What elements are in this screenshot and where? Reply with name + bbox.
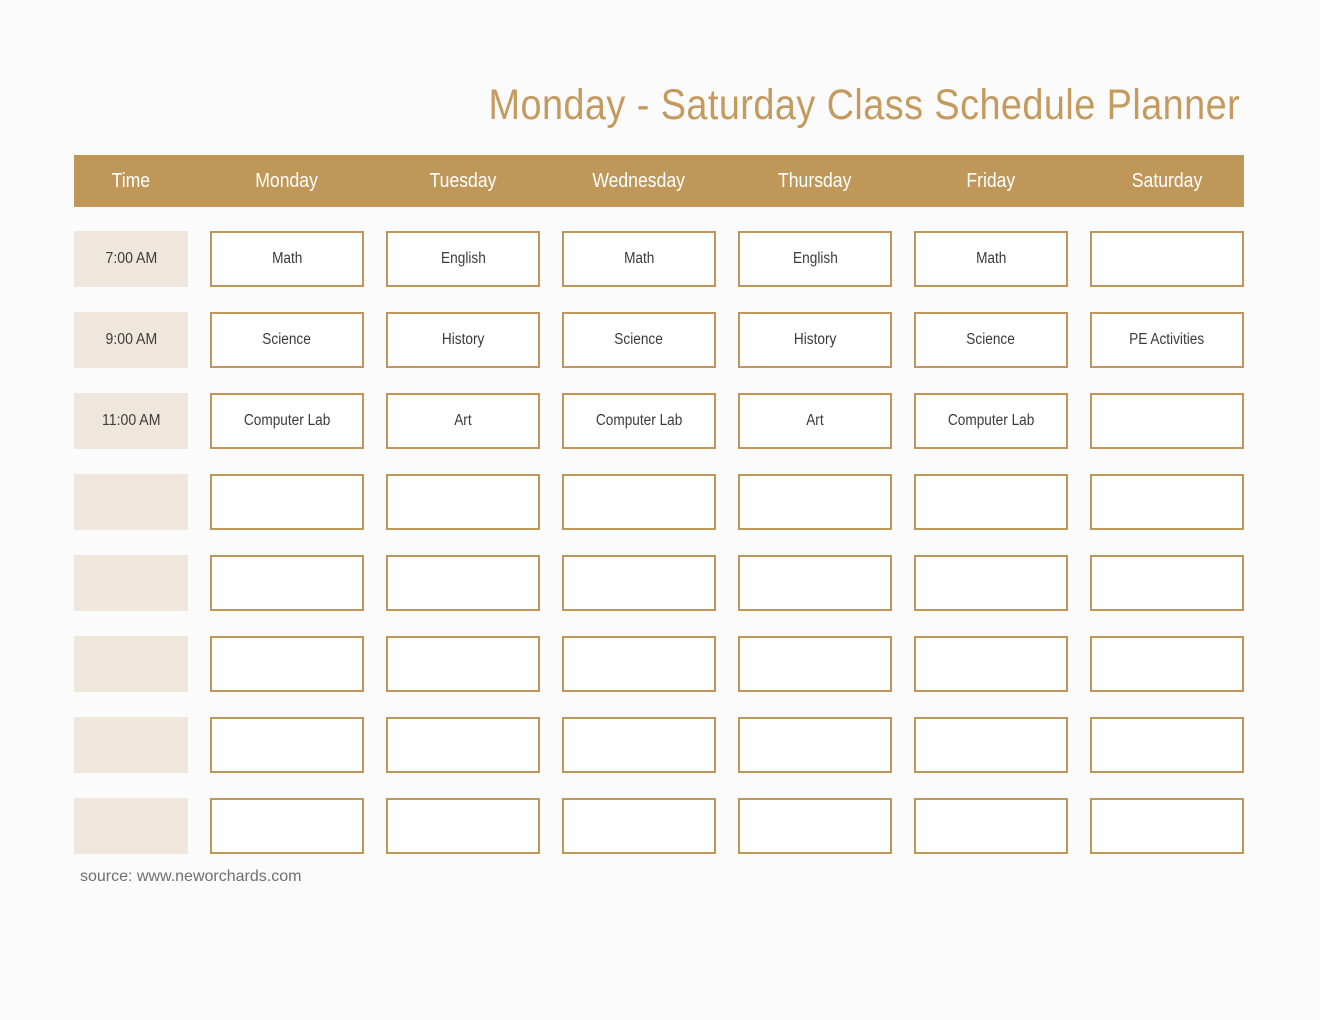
subject-cell bbox=[210, 474, 364, 530]
subject-cell bbox=[386, 231, 540, 287]
time-cell bbox=[74, 393, 188, 449]
subject-label: Science bbox=[262, 331, 312, 348]
table-row bbox=[74, 555, 1244, 611]
subject-cell bbox=[914, 231, 1068, 287]
subject-cell bbox=[386, 312, 540, 368]
subject-cell bbox=[738, 555, 892, 611]
column-header-monday: Monday bbox=[255, 170, 319, 192]
table-row bbox=[74, 312, 1244, 368]
time-cell bbox=[74, 717, 188, 773]
table-row bbox=[74, 636, 1244, 692]
planner-content bbox=[74, 0, 1244, 886]
source-text: source: www.neworchards.com bbox=[80, 868, 302, 885]
time-cell bbox=[74, 798, 188, 854]
subject-cell bbox=[1090, 393, 1244, 449]
table-row bbox=[74, 231, 1244, 287]
subject-cell bbox=[738, 474, 892, 530]
table-header-row bbox=[74, 155, 1244, 207]
subject-cell bbox=[914, 798, 1068, 854]
subject-cell bbox=[1090, 636, 1244, 692]
subject-cell bbox=[1090, 474, 1244, 530]
subject-cell bbox=[386, 717, 540, 773]
subject-label: Art bbox=[806, 412, 824, 429]
subject-cell bbox=[562, 231, 716, 287]
column-header-tuesday: Tuesday bbox=[429, 170, 497, 192]
table-row bbox=[74, 474, 1244, 530]
subject-cell bbox=[738, 636, 892, 692]
subject-cell bbox=[914, 636, 1068, 692]
subject-cell bbox=[1090, 231, 1244, 287]
time-cell bbox=[74, 474, 188, 530]
subject-label: Science bbox=[614, 331, 664, 348]
subject-cell bbox=[562, 393, 716, 449]
column-header-saturday: Saturday bbox=[1131, 170, 1203, 192]
subject-cell bbox=[386, 636, 540, 692]
subject-cell bbox=[914, 717, 1068, 773]
subject-label: Math bbox=[975, 250, 1007, 267]
subject-cell bbox=[562, 312, 716, 368]
subject-cell bbox=[914, 474, 1068, 530]
table-row bbox=[74, 717, 1244, 773]
subject-cell bbox=[738, 717, 892, 773]
subject-cell bbox=[1090, 555, 1244, 611]
column-header-thursday: Thursday bbox=[778, 170, 852, 192]
time-cell bbox=[74, 555, 188, 611]
subject-cell bbox=[562, 717, 716, 773]
subject-label: Computer Lab bbox=[595, 412, 683, 429]
time-label: 7:00 AM bbox=[105, 250, 157, 267]
page-title bbox=[386, 81, 1240, 130]
subject-cell bbox=[562, 636, 716, 692]
subject-cell bbox=[210, 393, 364, 449]
subject-cell bbox=[210, 555, 364, 611]
subject-label: Computer Lab bbox=[947, 412, 1035, 429]
subject-cell bbox=[1090, 798, 1244, 854]
subject-cell bbox=[1090, 312, 1244, 368]
time-label: 9:00 AM bbox=[105, 331, 157, 348]
table-row bbox=[74, 798, 1244, 854]
subject-cell bbox=[738, 798, 892, 854]
time-cell bbox=[74, 231, 188, 287]
subject-cell bbox=[386, 798, 540, 854]
table-row bbox=[74, 393, 1244, 449]
subject-cell bbox=[562, 798, 716, 854]
time-cell bbox=[74, 636, 188, 692]
subject-label: Math bbox=[271, 250, 303, 267]
subject-cell bbox=[914, 312, 1068, 368]
subject-cell bbox=[210, 717, 364, 773]
subject-cell bbox=[738, 312, 892, 368]
subject-cell bbox=[210, 231, 364, 287]
subject-cell bbox=[562, 555, 716, 611]
subject-cell bbox=[914, 393, 1068, 449]
column-header-time: Time bbox=[111, 170, 151, 192]
subject-label: PE Activities bbox=[1129, 331, 1205, 348]
subject-cell bbox=[562, 474, 716, 530]
column-header-friday: Friday bbox=[966, 170, 1016, 192]
subject-cell bbox=[210, 312, 364, 368]
subject-cell bbox=[914, 555, 1068, 611]
subject-label: English bbox=[792, 250, 838, 267]
subject-cell bbox=[386, 393, 540, 449]
source-attribution bbox=[74, 868, 1244, 886]
time-label: 11:00 AM bbox=[101, 412, 161, 429]
subject-cell bbox=[386, 555, 540, 611]
subject-label: Art bbox=[454, 412, 472, 429]
subject-label: History bbox=[793, 331, 837, 348]
subject-cell bbox=[1090, 717, 1244, 773]
subject-label: Science bbox=[966, 331, 1016, 348]
subject-cell bbox=[210, 636, 364, 692]
subject-label: Computer Lab bbox=[243, 412, 331, 429]
subject-label: English bbox=[440, 250, 486, 267]
title-area bbox=[74, 0, 1244, 155]
time-cell bbox=[74, 312, 188, 368]
subject-cell bbox=[738, 231, 892, 287]
subject-cell bbox=[738, 393, 892, 449]
subject-label: History bbox=[441, 331, 485, 348]
subject-cell bbox=[210, 798, 364, 854]
column-header-wednesday: Wednesday bbox=[592, 170, 686, 192]
page-title-text: Monday - Saturday Class Schedule Planner bbox=[488, 80, 1240, 129]
subject-label: Math bbox=[623, 250, 655, 267]
schedule-grid bbox=[74, 231, 1244, 854]
subject-cell bbox=[386, 474, 540, 530]
